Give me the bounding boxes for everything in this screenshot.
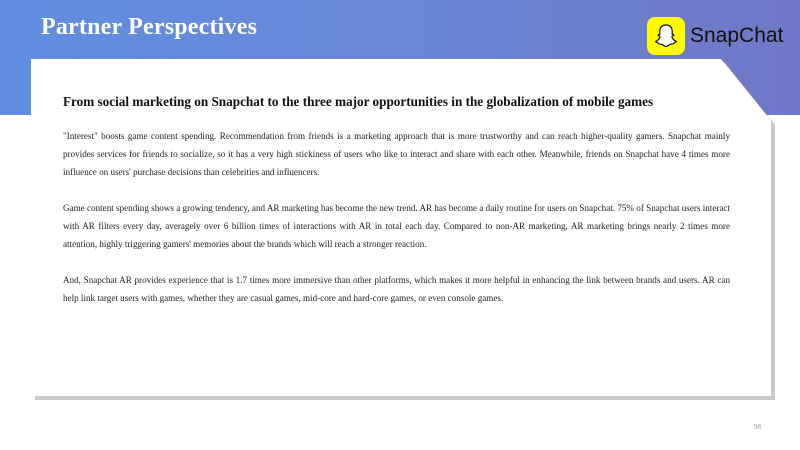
snapchat-logo: [647, 14, 787, 58]
section-heading: From social marketing on Snapchat to the three major opportunities in the globalization of mobile games: [63, 94, 654, 109]
page-title: Partner Perspectives: [41, 14, 258, 40]
paragraph: Game content spending shows a growing tendency, and AR marketing has become the new trend. AR has become a daily routine for users on Snapchat. 75% of Snapchat users interact with AR filters every day, averagely over 6 billion times of interactions with AR in total each day. Compared to non-AR marketing, AR marketing brings nearly 2 times more attention, highly triggering gamers' memories about the brands which will reach a stronger reaction.: [63, 203, 730, 249]
paragraph: "Interest" boosts game content spending. Recommendation from friends is a marketing approach that is more trustworthy and can reach higher-quality gamers. Snapchat mainly provides services for friends to socialize, so it has a very high stickiness of users who like to interact and share with each other. Meanwhile, friends on Snapchat have 4 times more influence on users' purchase decisions than celebrities and influencers.: [63, 131, 730, 177]
page-number: 98: [754, 423, 761, 431]
ghost-icon: [647, 17, 685, 55]
paragraph: And, Snapchat AR provides experience that is 1.7 times more immersive than other platforms, which makes it more helpful in enhancing the link between brands and users. AR can help link target users with games, whether they are casual games, mid-core and hard-core games, or even console games.: [63, 275, 730, 303]
logo-wordmark: SnapChat: [690, 24, 784, 47]
body-text: [63, 127, 730, 325]
